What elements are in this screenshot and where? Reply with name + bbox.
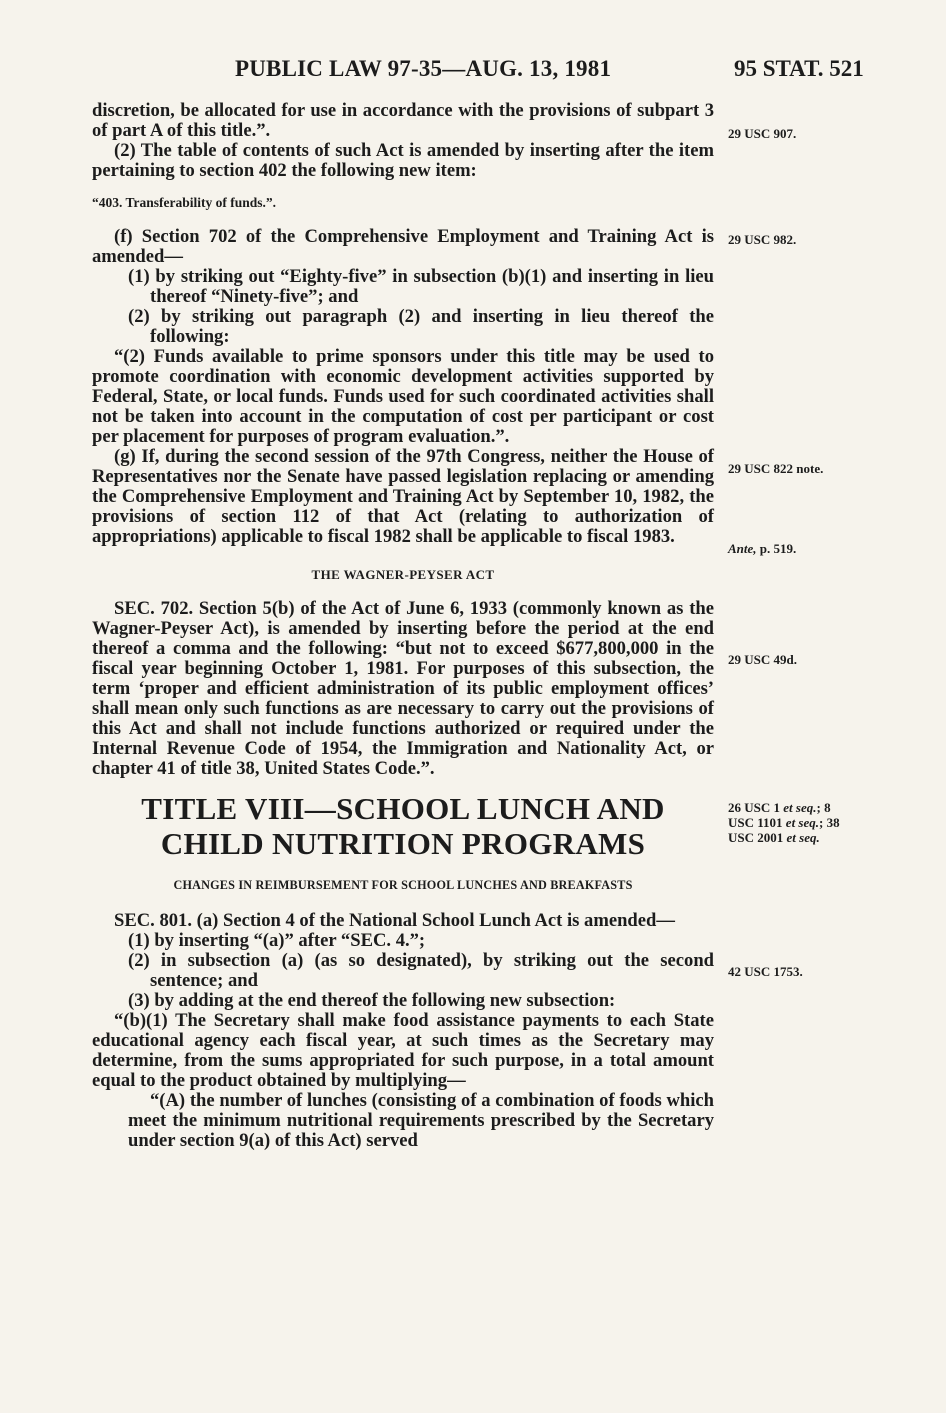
paragraph: (3) by adding at the end thereof the following new subsection: — [128, 990, 616, 1011]
paragraph: (2) in subsection (a) (as so designated), by striking out the second sentence; and — [128, 950, 714, 991]
section-heading: CHANGES IN REIMBURSEMENT FOR SCHOOL LUNCHES AND BREAKFASTS — [173, 878, 633, 892]
margin-citation-text: 26 USC 1 — [728, 800, 784, 815]
title-heading: TITLE VIII—SCHOOL LUNCH AND CHILD NUTRITION PROGRAMS — [141, 791, 665, 861]
margin-citation — [728, 541, 796, 556]
paragraph: “(A) the number of lunches (consisting of a combination of foods which meet the minimum nutritional requirements prescribed by the Secretary under section 9(a) of this Act) served — [128, 1090, 714, 1151]
paragraph: (1) by striking out “Eighty-five” in subsection (b)(1) and inserting in lieu thereof “Ninety-five”; and — [128, 266, 714, 307]
paragraph: (2) by striking out paragraph (2) and inserting in lieu thereof the following: — [128, 306, 714, 347]
margin-citation: 29 USC 907. — [728, 126, 797, 141]
margin-citation — [728, 800, 843, 845]
paragraph: discretion, be allocated for use in accordance with the provisions of subpart 3 of part A of this title.”. — [92, 100, 714, 141]
paragraph: (1) by inserting “(a)” after “SEC. 4.”; — [128, 930, 426, 951]
margin-citation-italic: et seq. — [785, 815, 820, 830]
margin-citation-italic: et seq. — [783, 800, 817, 815]
margin-citation: 29 USC 822 note. — [728, 461, 824, 476]
paragraph: SEC. 702. Section 5(b) of the Act of June 6, 1933 (commonly known as the Wagner-Peyser Act), is amended by inserting before the period at the end thereof a comma and the following: “but not to exceed $677,800,000 in the fiscal year beginning October 1, 1981. For purposes of this subsection, the term ‘proper and efficient administration of its public employment offices’ shall mean only such functions as are necessary to carry out the provisions of this Act and shall not include functions authorized or required under the Internal Revenue Code of 1954, the Immigration and Nationality Act, or chapter 41 of title 38, United States Code.”. — [92, 598, 714, 779]
paragraph: (f) Section 702 of the Comprehensive Employment and Training Act is amended— — [92, 226, 714, 267]
margin-citation-text: p. 519. — [756, 541, 797, 556]
statute-page-number: 95 STAT. 521 — [734, 56, 864, 81]
paragraph: “(2) Funds available to prime sponsors under this title may be used to promote coordination with economic development activities supported by Federal, State, or local funds. Funds used for such coordinated activities shall not be taken into account in the computation of cost per participant or cost per placement for purposes of program evaluation.”. — [92, 346, 714, 447]
margin-citation-italic: et seq. — [786, 830, 820, 845]
paragraph: SEC. 801. (a) Section 4 of the National School Lunch Act is amended— — [114, 910, 675, 931]
paragraph: “(b)(1) The Secretary shall make food assistance payments to each State educational agency each fiscal year, at such times as the Secretary may determine, from the sums appropriated for such purpose, in a total amount equal to the product obtained by multiplying— — [92, 1010, 714, 1091]
running-head-title: PUBLIC LAW 97-35—AUG. 13, 1981 — [235, 56, 612, 81]
paragraph: (g) If, during the second session of the 97th Congress, neither the House of Representatives nor the Senate have passed legislation replacing or amending the Comprehensive Employment and Training Act by September 10, 1982, the provisions of section 112 of that Act (relating to authorization of appropriations) applicable to fiscal 1982 shall be applicable to fiscal 1983. — [92, 446, 714, 547]
margin-citation: 29 USC 49d. — [728, 652, 797, 667]
margin-citation-text: ; 38 USC 2001 — [728, 815, 840, 845]
paragraph: (2) The table of contents of such Act is amended by inserting after the item pertaining to section 402 the following new item: — [92, 140, 714, 181]
margin-citation-italic: Ante, — [728, 541, 757, 556]
margin-citation-text: ; 8 USC 1101 — [728, 800, 831, 830]
section-heading: THE WAGNER-PEYSER ACT — [311, 567, 495, 582]
table-of-contents-entry: “403. Transferability of funds.”. — [92, 195, 277, 210]
margin-citation: 29 USC 982. — [728, 232, 797, 247]
margin-citation: 42 USC 1753. — [728, 964, 803, 979]
